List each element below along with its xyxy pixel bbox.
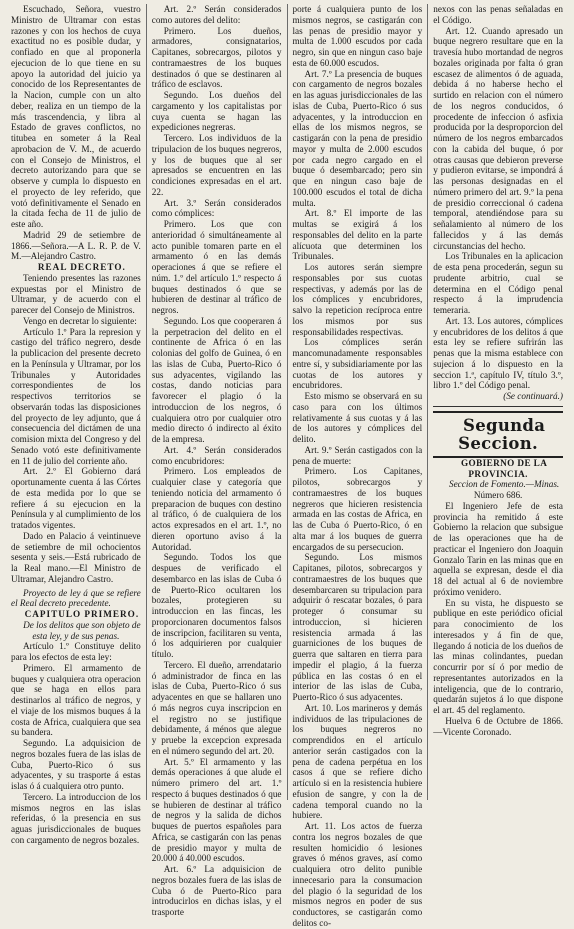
bill-reference: Proyecto de ley á que se refiere el Real decreto precedente. [11, 587, 141, 609]
law-article-1-first: Primero. El armamento de buques y cualquiera otra operacion que se haga en ellos para destinarlos al tráfico de negros, y el viaje de los mismos buques á la costa de Africa, cualquiera que sea su bandera. [11, 662, 141, 738]
decree-closing: Dado en Palacio á veintinueve de setiembre de mil ochocientos sesenta y seis.—Está rubricado de la Real mano.—El Ministro de Ultramar, Alejandro Castro. [11, 530, 141, 584]
law-article-8: Art. 8.º El importe de las multas se exigirá á los responsables del delito en la parte alícuota que determinen los Tribunales. [292, 208, 423, 262]
section-title: Segunda Seccion. [433, 411, 563, 458]
law-article-4-third: Tercero. El dueño, arrendatario ó administrador de finca en las islas de Cuba, Puerto-Rico ó sus adyacentes en que se hallaren uno ó más negros cuya inscripcion en el registro no se justifique debidamente, á ménos que alegue y pruebe la excepcion expresada en el número segundo del art. 20. [151, 659, 282, 756]
decree-article-1: Artículo 1.º Para la represion y castigo del tráfico negrero, desde la publicacion del presente decreto en la Península y Ultramar, por los Tribunales y Autoridades correspondientes de los respectivos territorios se observarán todas las disposiciones del proyecto de ley adjunto, que á consecuencia del dictámen de una comision mixta del Congreso y del Senado votó este definitivamente en 11 de julio del corriente año. [11, 326, 141, 466]
law-article-4: Art. 4.º Serán considerados como encubridores: [151, 444, 282, 466]
law-article-13: Art. 13. Los autores, cómplices y encubridores de los delitos á que esta ley se refiere sufrirán las penas que la misma establece con sujecion á lo dispuesto en la seccion 1.ª, capítulo IV, título 3.º, libro 1.º del Código penal. [433, 315, 563, 391]
law-article-8-cover: Esto mismo se observará en su caso para con los últimos relativamente á sus cuotas y á las de los autores y cómplices del delito. [292, 391, 423, 444]
to-be-continued: (Se continuará.) [503, 391, 563, 401]
notice-body-2: En su vista, he dispuesto se publique en este periódico oficial para conocimiento de los interesados y á fin de que, llegando á noticia de los dueños de las minas colindantes, puedan concurrir por sí ó por medio de representantes autorizados en la inteligencia, que de lo contrario, quedarán sujetos á lo que dispone el art. 45 del reglamento. [433, 597, 563, 715]
minister-statement: Escuchado, Señora, vuestro Ministro de Ultramar con estas razones y con los hechos de cuya exactitud no es posible dudar, y confiado en que al proponerla ejecucion de lo que tiene en su apoyo la autoridad del juicio ya conocido de los Representantes de la Nacion, cumple con un alto deber, realiza en un tiempo de la más trascendencia, y libra al Estado de graves conflictos, no titubea en someter á la Real aprobacion de V. M., de acuerdo con el Consejo de Ministros, el decreto autorizando para que se observe y cumpla lo dispuesto en el proyecto de ley referido, que votó definitivamente el Senado en la citada fecha de 11 de julio de este año. [11, 4, 141, 229]
law-article-2-first: Primero. Los dueños, armadores, consignatarios, Capitanes, sobrecargos, pilotos y contramaestres de los buques destinados ó que se destinaren al tráfico de esclavos. [151, 25, 282, 90]
law-article-7: Art. 7.º La presencia de buques con cargamento de negros bozales en las aguas jurisdiccionales de las islas de Cuba, Puerto-Rico ó sus adyacentes, y la introduccion en ellas de los mismos negros, se castigarán con la pena de presidio mayor y multa de 2.000 escudos por cada negro cargado en el buque ó desembarcado; pero sin que en ningun caso baje de 100.000 escudos el total de dicha multa. [292, 68, 423, 208]
law-article-2-third: Tercero. Los individuos de la tripulacion de los buques negreros, y los de buques que al ser apresados se encuentren en las condiciones expresadas en el art. 22. [151, 133, 282, 197]
law-article-2-second: Segundo. Los dueños del cargamento y los capitalistas por cuya cuenta se hagan las expediciones negreras. [151, 90, 282, 133]
law-article-6: Art. 6.º La adquisicion de negros bozales fuera de las islas de Cuba ó de Puerto-Rico para introducirlos en dichas islas, y el trasporte [151, 864, 282, 917]
law-article-8-authors: Los autores serán siempre responsables por sus cuotas respectivas, y además por las de los cómplices y encubridores, salvo la repeticion recíproca entre los mismos por sus responsabilidades respectivas. [292, 262, 423, 337]
chapter-subtitle: De los delitos que son objeto de esta ley, y de sus penas. [23, 619, 141, 641]
column-2 [147, 4, 288, 917]
law-article-11-cont: nexos con las penas señaladas en el Código. [433, 4, 563, 25]
signature-line: Madrid 29 de setiembre de 1866.—Señora.—A L. R. P. de V. M.—Alejandro Castro. [11, 229, 141, 262]
decree-intro: Vengo en decretar lo siguiente: [23, 315, 137, 326]
law-article-3-first: Primero. Los que con anterioridad ó simultáneamente al acto punible tomaren parte en el armamento ó en las demás operaciones á que se refiere el núm. 1.º del artículo 1.º respecto á buques destinados ó que se hubieren de destinar al tráfico de negros. [151, 219, 282, 315]
law-article-9-second: Segundo. Los mismos Capitanes, pilotos, sobrecargos y contramaestres de los buques que desembarcaren su tripulacion para adquirir ó rescatar bozales, ó para proteger ó consumar su introduccion, si hicieren resistencia armada á las guarniciones de los buques de guerra que saltaren en tierra para impedir el plagio, á la fuerza pública en las costas ó en el interior de las islas de Cuba, Puerto-Rico ó sus adyacentes. [292, 552, 423, 702]
decree-article-2: Art. 2.º El Gobierno dará oportunamente cuenta á las Córtes de esta medida por lo que se refiere á su ejecucion en la Península y al cumplimiento de los tratados vigentes. [11, 466, 141, 530]
section-subheading: Seccion de Fomento.—Minas. [449, 479, 560, 490]
column-4 [428, 4, 568, 800]
government-heading: GOBIERNO DE LA PROVINCIA. [460, 457, 548, 479]
chapter-title: CAPITULO PRIMERO. [24, 609, 140, 619]
law-article-9-first: Primero. Los Capitanes, pilotos, sobrecargos y contramaestres de los buques negreros que hicieren resistencia armada en las costas de Africa, en las de Cuba ó Puerto-Rico, ó en alta mar á los buques de guerra encargados de su persecucion. [292, 466, 423, 552]
column-1 [6, 4, 147, 845]
law-article-10: Art. 10. Los marineros y demás individuos de las tripulaciones de los buques negreros no comprendidos en el artículo anterior serán castigados con la pena de cadena perpétua en los casos á que se refiere dicho artículo si en la resistencia hubiere efusion de sangre, y con la de cadena temporal cuando no la hubiere. [292, 702, 423, 821]
law-article-9: Art. 9.º Serán castigados con la pena de muerte: [292, 444, 423, 466]
law-article-12-tribunals: Los Tribunales en la aplicacion de esta pena procederán, segun su prudente arbitrio, cual se determina en el Código penal respecto á la imprudencia temeraria. [433, 251, 563, 315]
notice-number: Número 686. [473, 490, 523, 500]
law-article-3: Art. 3.º Serán considerados como cómplices: [151, 197, 282, 219]
law-article-2: Art. 2.º Serán considerados como autores del delito: [151, 4, 282, 25]
law-article-6-cont: porte á cualquiera punto de los mismos negros, se castigarán con las penas de presidio mayor y multa de 1.000 escudos por cada negro, sin que en ningun caso baje esta de 60.000 escudos. [292, 4, 423, 68]
column-3 [288, 4, 429, 928]
law-article-4-first: Primero. Los empleados de cualquier clase y categoría que teniendo noticia del armamento ó preparacion de buques con destino al tráfico, ó de cualquiera de los actos expresados en el art. 1.º, no dieren oportuno aviso á la Autoridad. [151, 466, 282, 552]
law-article-12: Art. 12. Cuando apresado un buque negrero resultare que en la travesía hubo mortandad de negros bozales originada por falta ó gran escasez de alimentos ó de aguada, debida á no haberse hecho el surtido en relacion con el número de los negros conducidos, ó procedente de infeccion ó asfixia producida por la desproporcion del número de los negros embarcados con la cabida del buque, ó por otras causas que debieron preverse y pudieron evitarse, se impondrá á las personas designadas en el número primero del art. 9.º la pena de presidio correccional ó cadena temporal, atendiéndose para su señalamiento al número de los fallecidos y á las demás circunstancias del hecho. [433, 25, 563, 251]
notice-signature: Huelva 6 de Octubre de 1866.—Vicente Coronado. [433, 715, 563, 737]
law-article-1-second: Segundo. La adquisicion de negros bozales fuera de las islas de Cuba, Puerto-Rico ó sus adyacentes, y su trasporte á estas islas ó á cualquiera otro punto. [11, 738, 141, 791]
law-article-1-third: Tercero. La introduccion de los mismos negros en las islas referidas, ó la presencia en sus aguas jurisdiccionales de buques con cargamento de negros bozales. [11, 791, 141, 845]
law-article-3-second: Segundo. Los que cooperaren á la perpetracion del delito en el continente de Africa ó en las colonias del golfo de Guinea, ó en las islas de Cuba, Puerto-Rico ó sus adyacentes, vigilando las costas, dando noticias para favorecer el plagio ó la introduccion de los negros, ó cualquiera otro por cualquier otro medio directo ó indirecto al éxito de la empresa. [151, 315, 282, 444]
decree-title: REAL DECRETO. [37, 262, 126, 272]
decree-preamble: Teniendo presentes las razones expuestas por el Ministro de Ultramar, y de acuerdo con el parecer del Consejo de Ministros. [11, 272, 141, 315]
column-container [6, 4, 568, 928]
section-divider [433, 406, 563, 407]
law-article-4-second: Segundo. Todos los que despues de verificado el desembarco en las islas de Cuba ó de Puerto-Rico ocultaren los bozales, protegieren su introduccion en las fincas, les proporcionaren documentos falsos de inscripcion, facilitaren su venta, ó los adquirieren por cualquier título. [151, 552, 282, 659]
law-article-1: Artículo 1.º Constituye delito para los efectos de esta ley: [11, 641, 141, 662]
notice-body-1: El Ingeniero Jefe de esta provincia ha remitido á este Gobierno la relacion que subsigue de las operaciones que ha de practicar el Ingeniero don Joaquin Gonzalo Tarin en las minas que en aquella se expresan, desde el dia 18 del actual al 6 de noviembre próximo venidero. [433, 500, 563, 597]
law-article-5: Art. 5.º El armamento y las demás operaciones á que alude el número primero del art. 1.º respecto á buques destinados ó que se hubieren de destinar al tráfico de negros y la salida de dichos buques de puertos españoles para Africa, se castigarán con las penas de presidio mayor y multa de 20.000 á 40.000 escudos. [151, 756, 282, 864]
law-article-8-accomplices: Los cómplices serán mancomunadamente responsables entre sí, y subsidiariamente por las cuotas de los autores y encubridores. [292, 337, 423, 391]
law-article-11: Art. 11. Los actos de fuerza contra los negros bozales de que resulten homicidio ó lesiones graves ó ménos graves, así como cualquiera otro delito punible innecesario para la consumacion del plagio ó la seguridad de los mismos negros en poder de sus conductores, se castigarán como delitos co- [292, 821, 423, 928]
